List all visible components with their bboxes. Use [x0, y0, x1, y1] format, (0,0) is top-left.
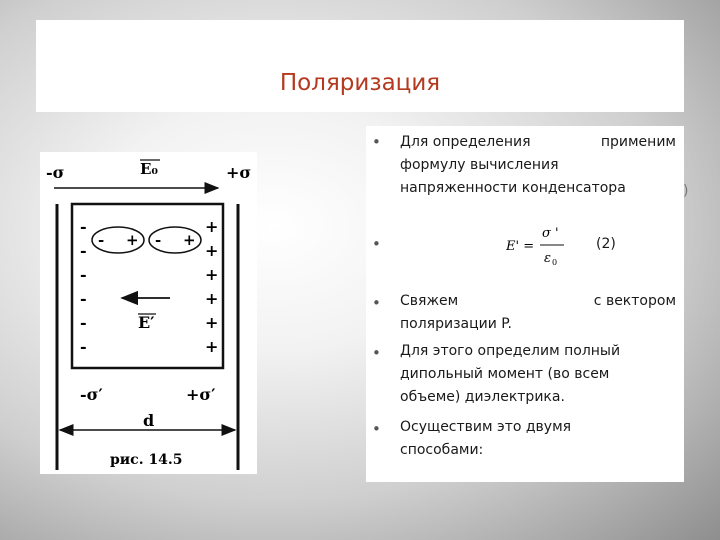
dipole-minus: - — [155, 231, 162, 249]
figure-caption: рис. 14.5 — [110, 452, 183, 468]
capacitor-figure — [40, 152, 257, 474]
title-box — [36, 20, 684, 112]
surface-charge-plus: + — [205, 241, 219, 260]
surface-charge-plus: + — [205, 217, 219, 236]
sigma-neg-label: -σ — [46, 163, 65, 182]
bullet-marker: • — [372, 133, 381, 151]
bullet-marker: • — [372, 235, 381, 253]
surface-charge-plus: + — [205, 313, 219, 332]
formula-lhs: E' = — [506, 239, 535, 254]
formula-numerator: σ ' — [542, 226, 559, 241]
bullet-text: Осуществим это двумя — [400, 419, 572, 435]
bullet-text: напряженности конденсатора — [400, 180, 626, 196]
surface-charge-minus: - — [80, 337, 87, 356]
bullet-text: формулу вычисления — [400, 157, 559, 173]
surface-charge-plus: + — [205, 337, 219, 356]
bullet-text: Свяжем — [400, 293, 459, 309]
surface-charge-plus: + — [205, 265, 219, 284]
text-content — [366, 126, 684, 482]
bullet-item — [400, 340, 676, 409]
formula-e-prime — [506, 220, 586, 270]
surface-charge-minus: - — [80, 313, 87, 332]
bullet-text: объеме) диэлектрика. — [400, 389, 565, 405]
bullet-marker: • — [372, 344, 381, 362]
sigma-prime-neg-label: -σ′ — [80, 385, 103, 404]
bullet-text: Для этого определим полный — [400, 343, 621, 359]
sigma-prime-pos-label: +σ′ — [186, 385, 216, 404]
surface-charge-minus: - — [80, 217, 87, 236]
bullet-text: применим — [600, 134, 676, 150]
capacitor-diagram — [40, 152, 257, 474]
bullet-text: способами: — [400, 442, 484, 458]
formula-denominator: ε — [544, 251, 551, 266]
bullet-text: дипольный момент (во всем — [400, 366, 610, 382]
sigma-pos-label: +σ — [226, 163, 252, 182]
slide-title: Поляризация — [279, 70, 441, 96]
bullet-item — [400, 416, 676, 462]
bullet-text: с вектором — [593, 293, 676, 309]
dielectric-block — [72, 204, 223, 368]
surface-charge-minus: - — [80, 241, 87, 260]
bullet-item — [400, 131, 676, 200]
surface-charge-plus: + — [205, 289, 219, 308]
bullet-marker: • — [372, 420, 381, 438]
clipped-paren: ) — [683, 183, 689, 199]
bullet-item — [400, 290, 676, 336]
formula-svg — [506, 220, 586, 270]
bullet-line — [400, 131, 676, 154]
field-e-prime-label: E′ — [138, 313, 155, 332]
dipole-minus: - — [98, 231, 105, 249]
bullet-marker: • — [372, 294, 381, 312]
dipole-plus: + — [183, 231, 196, 249]
bullet-text: Для определения — [400, 134, 531, 150]
surface-charge-minus: - — [80, 265, 87, 284]
bullet-text: поляризации P. — [400, 316, 512, 332]
dipole-plus: + — [126, 231, 139, 249]
distance-label: d — [143, 411, 155, 430]
surface-charge-minus: - — [80, 289, 87, 308]
bullet-line — [400, 290, 676, 313]
field-e0-label: E₀ — [140, 160, 159, 178]
formula-denominator-sub: 0 — [552, 258, 558, 267]
equation-number: (2) — [596, 236, 616, 252]
